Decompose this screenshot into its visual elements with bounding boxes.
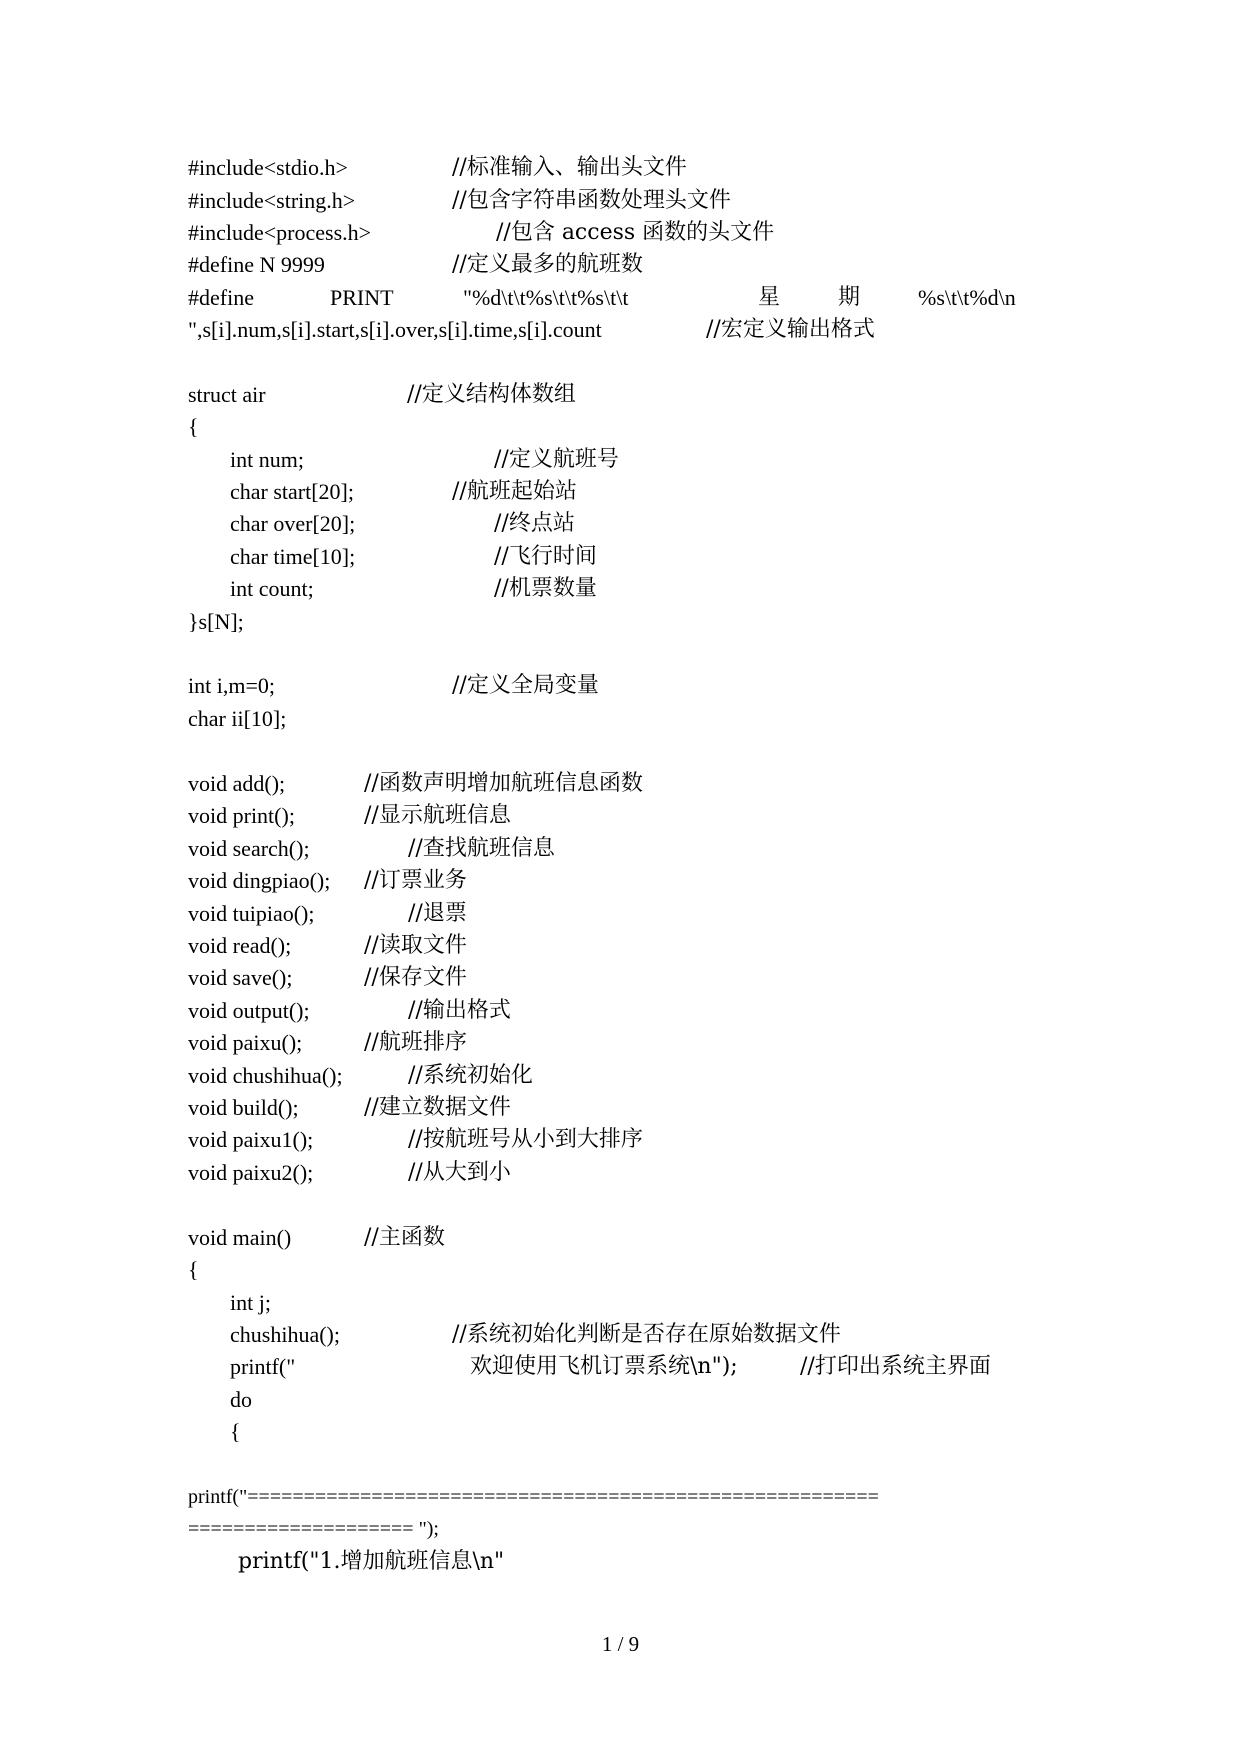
code-line: { (188, 414, 199, 439)
code-comment: //终点站 (494, 511, 575, 536)
page-number: 1 / 9 (601, 1632, 640, 1656)
code-line: { (230, 1419, 241, 1444)
code-comment: //定义结构体数组 (407, 382, 576, 407)
code-comment: //保存文件 (364, 965, 467, 990)
code-comment: //定义航班号 (494, 447, 619, 472)
code-line: #include<stdio.h> (188, 155, 348, 180)
code-comment: //按航班号从小到大排序 (408, 1127, 643, 1152)
code-token: "%d\t\t%s\t\t%s\t\t (463, 285, 629, 310)
code-comment: //订票业务 (364, 868, 467, 893)
code-line: #include<string.h> (188, 188, 356, 213)
code-comment: //系统初始化判断是否存在原始数据文件 (452, 1322, 841, 1347)
code-line: void build(); (188, 1095, 299, 1120)
code-line: int j; (230, 1290, 271, 1315)
code-line: struct air (188, 382, 266, 407)
code-comment: //显示航班信息 (364, 803, 511, 828)
code-comment: //主函数 (364, 1225, 445, 1250)
code-comment: //航班排序 (364, 1030, 467, 1055)
code-comment: //包含字符串函数处理头文件 (452, 188, 731, 213)
code-line: int i,m=0; (188, 673, 275, 698)
code-line: { (188, 1257, 199, 1282)
code-comment: //函数声明增加航班信息函数 (364, 771, 643, 796)
code-comment: //建立数据文件 (364, 1095, 511, 1120)
code-line: void paixu1(); (188, 1127, 314, 1152)
code-line: void save(); (188, 965, 293, 990)
code-line: void paixu2(); (188, 1160, 314, 1185)
code-line: do (230, 1387, 252, 1412)
code-comment: //定义最多的航班数 (452, 252, 643, 277)
code-comment: //查找航班信息 (408, 836, 555, 861)
code-line: void print(); (188, 803, 295, 828)
code-token: PRINT (330, 285, 394, 310)
code-line: #include<process.h> (188, 220, 372, 245)
code-line: void read(); (188, 933, 292, 958)
code-line: void tuipiao(); (188, 901, 315, 926)
code-line: ",s[i].num,s[i].start,s[i].over,s[i].time,s[i].count (188, 317, 602, 342)
code-comment: //航班起始站 (452, 479, 577, 504)
code-line: void chushihua(); (188, 1063, 343, 1088)
code-line: void output(); (188, 998, 310, 1023)
code-string: 欢迎使用飞机订票系统\n"); (470, 1354, 738, 1379)
code-token: 星 (758, 285, 781, 310)
code-comment: //读取文件 (364, 933, 467, 958)
code-line: char over[20]; (230, 511, 356, 536)
code-line: printf("======================================================== (188, 1486, 879, 1508)
code-line: void add(); (188, 771, 286, 796)
code-comment: //退票 (408, 901, 467, 926)
code-line: char ii[10]; (188, 706, 287, 731)
code-line: int num; (230, 447, 304, 472)
code-line: char time[10]; (230, 544, 356, 569)
code-comment: //从大到小 (408, 1160, 511, 1185)
code-line: #define (188, 285, 254, 310)
code-comment: //系统初始化 (408, 1063, 533, 1088)
code-line: char start[20]; (230, 479, 354, 504)
code-line: #define N 9999 (188, 252, 325, 277)
code-comment: //打印出系统主界面 (800, 1354, 991, 1379)
code-token: 期 (838, 285, 861, 310)
code-line: ==================== "); (188, 1518, 439, 1540)
code-token: %s\t\t%d\n (918, 285, 1016, 310)
code-comment: //标准输入、输出头文件 (452, 155, 687, 180)
code-comment: //宏定义输出格式 (706, 317, 875, 342)
code-line: void main() (188, 1225, 292, 1250)
code-line: printf("1.增加航班信息\n" (238, 1549, 505, 1574)
code-line: chushihua(); (230, 1322, 340, 1347)
code-comment: //飞行时间 (494, 544, 597, 569)
code-line: void dingpiao(); (188, 868, 331, 893)
code-line: printf(" (230, 1354, 296, 1379)
code-comment: //包含 access 函数的头文件 (496, 220, 775, 245)
code-line: void search(); (188, 836, 310, 861)
code-comment: //定义全局变量 (452, 673, 599, 698)
code-line: }s[N]; (188, 609, 244, 634)
code-comment: //输出格式 (408, 998, 511, 1023)
code-comment: //机票数量 (494, 576, 597, 601)
code-line: int count; (230, 576, 314, 601)
code-line: void paixu(); (188, 1030, 303, 1055)
